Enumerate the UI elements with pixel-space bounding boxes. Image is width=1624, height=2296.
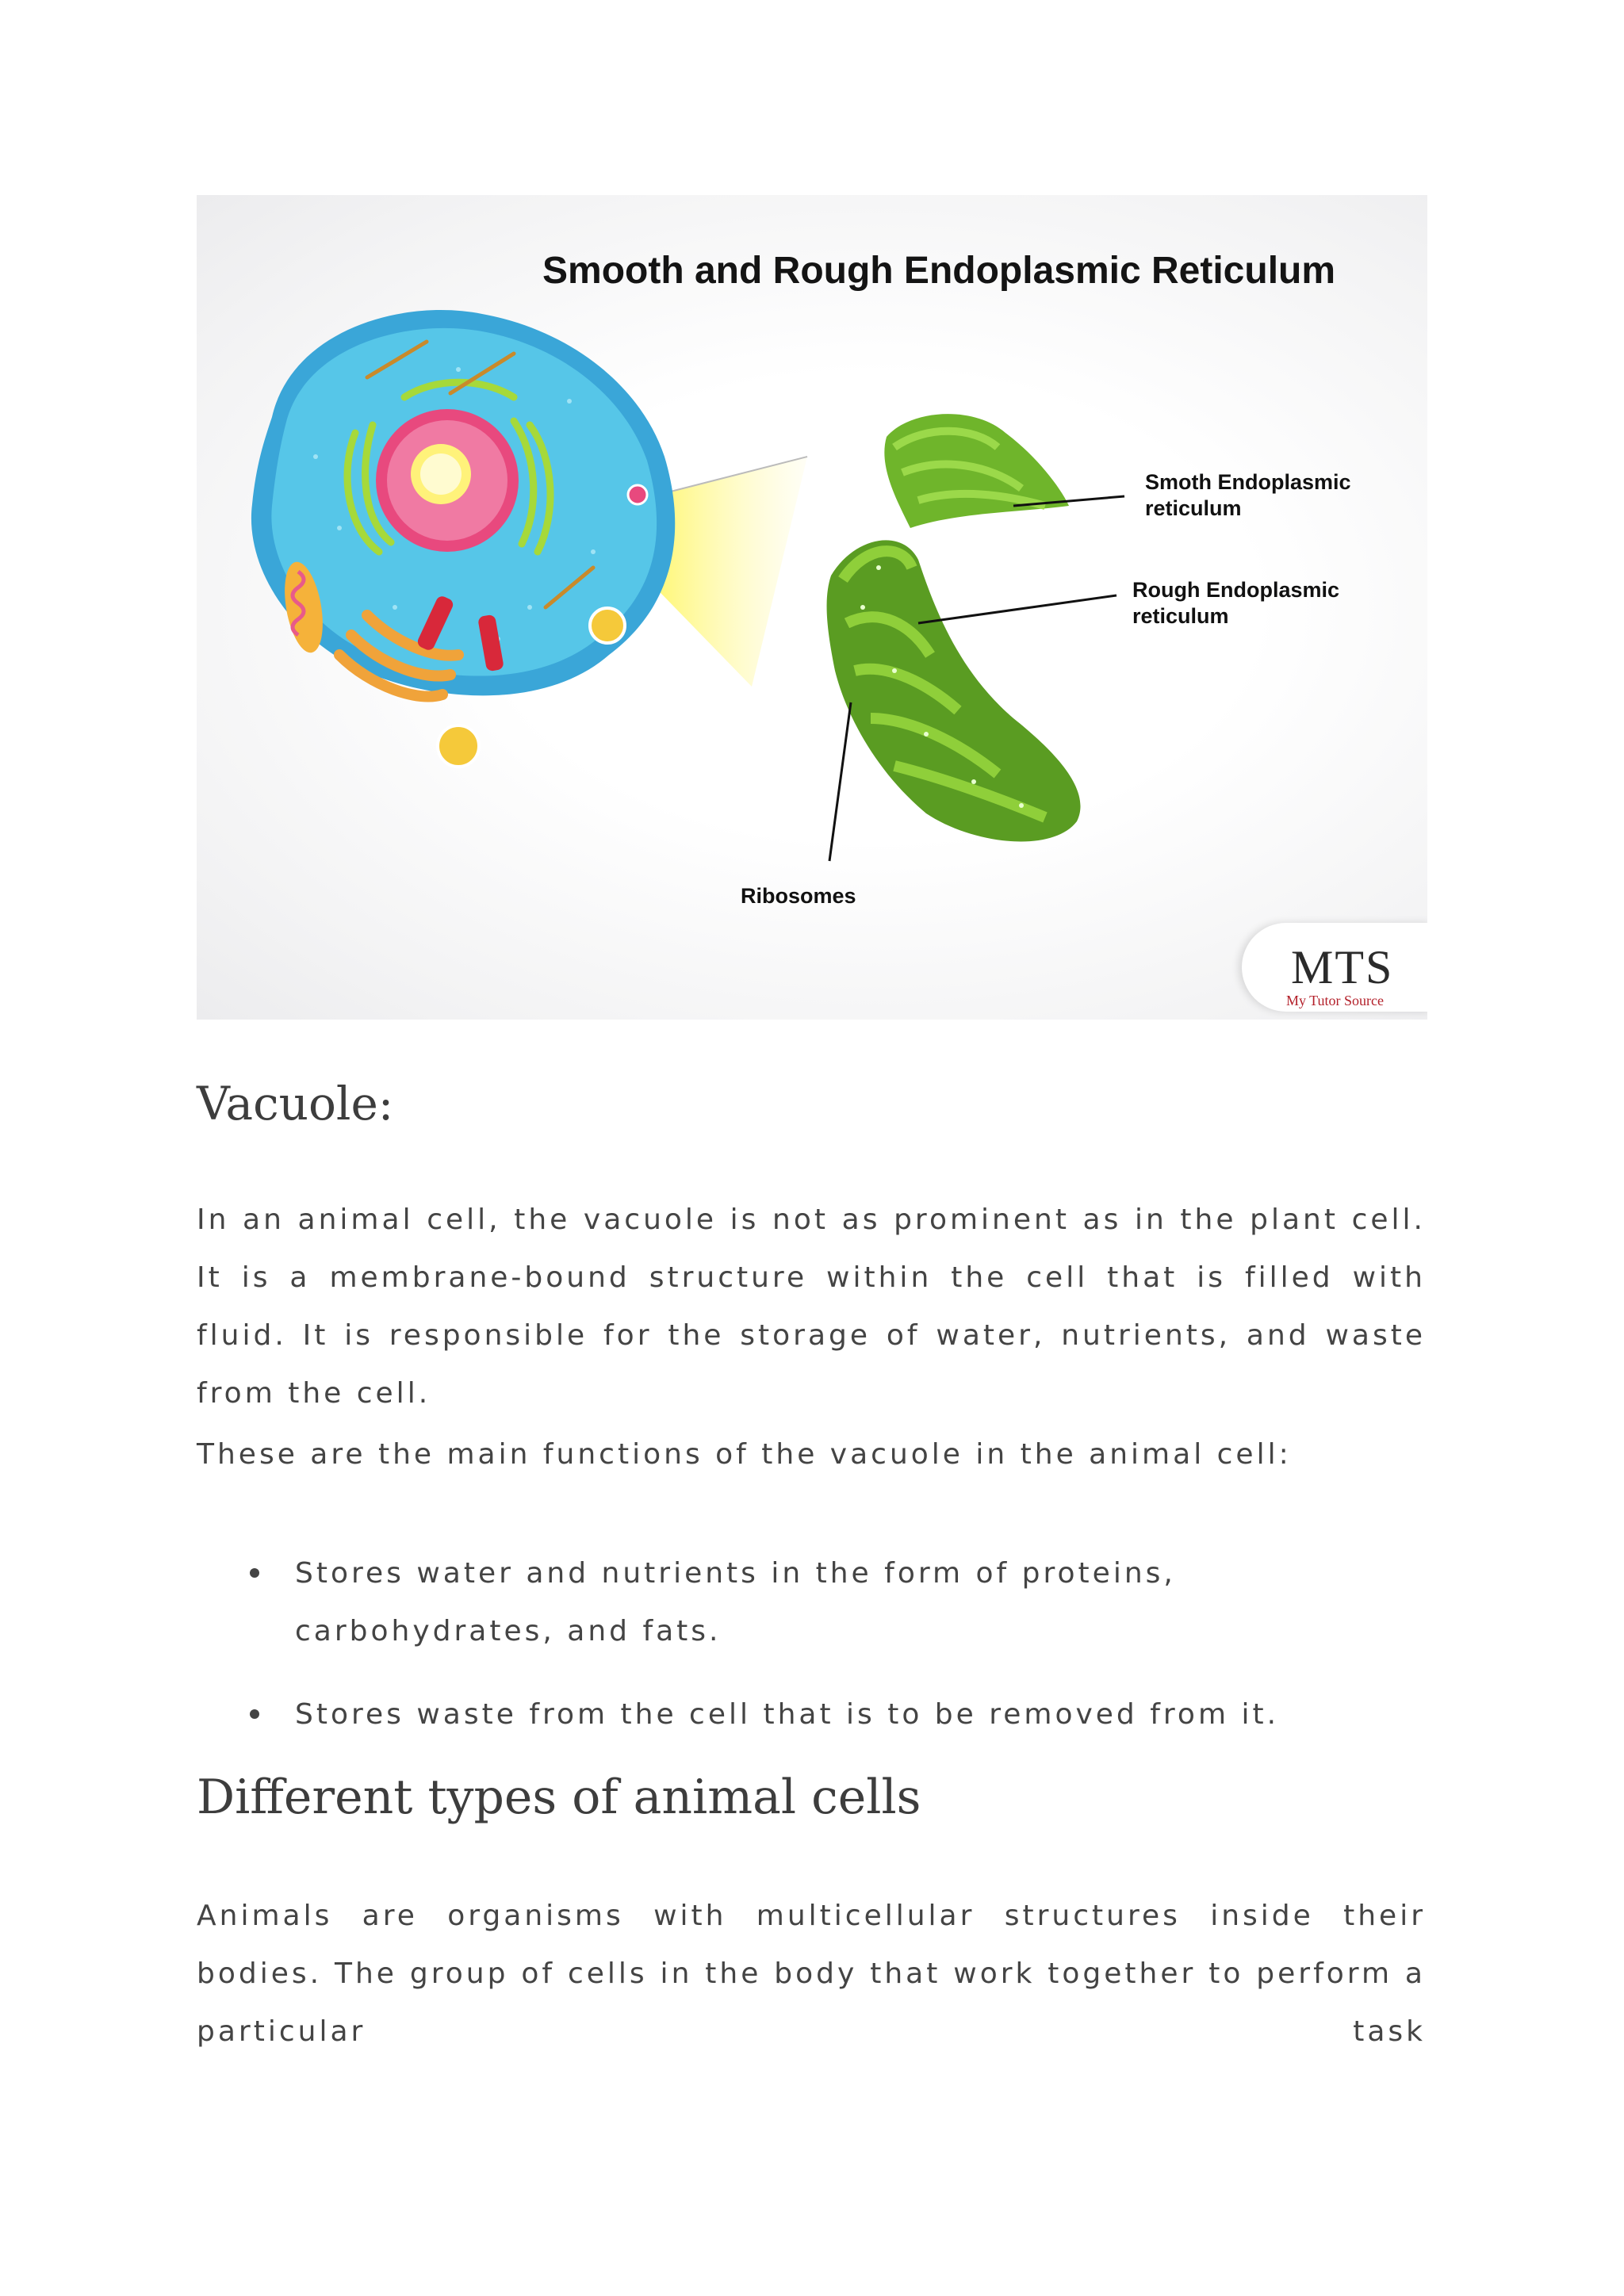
section-heading-vacuole: Vacuole: (197, 1077, 394, 1131)
bullet-icon (250, 1709, 259, 1719)
smooth-er-label-line1: Smoth Endoplasmic (1145, 470, 1351, 494)
vacuole-functions-list (197, 1544, 1426, 1743)
mts-logo: MTS (1291, 941, 1394, 993)
smooth-er-illustration (884, 414, 1069, 528)
ribosomes-label: Ribosomes (741, 884, 856, 908)
rough-er-label-line2: reticulum (1132, 604, 1229, 628)
er-diagram-figure (197, 195, 1427, 1020)
smooth-er-label-line2: reticulum (1145, 496, 1242, 520)
smooth-er-label (1145, 469, 1351, 522)
list-item (197, 1544, 1426, 1660)
mts-logo-tagline: My Tutor Source (1286, 993, 1385, 1008)
list-item-text: Stores water and nutrients in the form of proteins, carbohydrates, and fats. (295, 1557, 1176, 1647)
vacuole-paragraph: In an animal cell, the vacuole is not as prominent as in the plant cell. It is a membrane-bound structure within the cell that is filled with fluid. It is responsible for the storage of water, nutrients, and waste from the cell. (197, 1203, 1426, 1410)
figure-title: Smooth and Rough Endoplasmic Reticulum (542, 250, 1336, 292)
rough-er-leader (918, 595, 1116, 623)
lysosome (438, 725, 479, 767)
bullet-icon (250, 1568, 259, 1578)
rough-er-label-line1: Rough Endoplasmic (1132, 578, 1340, 602)
rough-er-label (1132, 577, 1339, 629)
types-paragraph: Animals are organisms with multicellular structures inside their bodies. The group of cells in the body that work together to perform a particular task (197, 1900, 1426, 2048)
vesicle (590, 608, 625, 643)
ribosomes-leader (829, 702, 851, 861)
section-heading-types: Different types of animal cells (197, 1770, 921, 1825)
rough-er-illustration (827, 540, 1081, 841)
list-item-text: Stores waste from the cell that is to be removed from it. (295, 1698, 1280, 1731)
list-item (197, 1686, 1426, 1743)
vacuole-functions-intro: These are the main functions of the vacuole in the animal cell: (197, 1438, 1292, 1471)
